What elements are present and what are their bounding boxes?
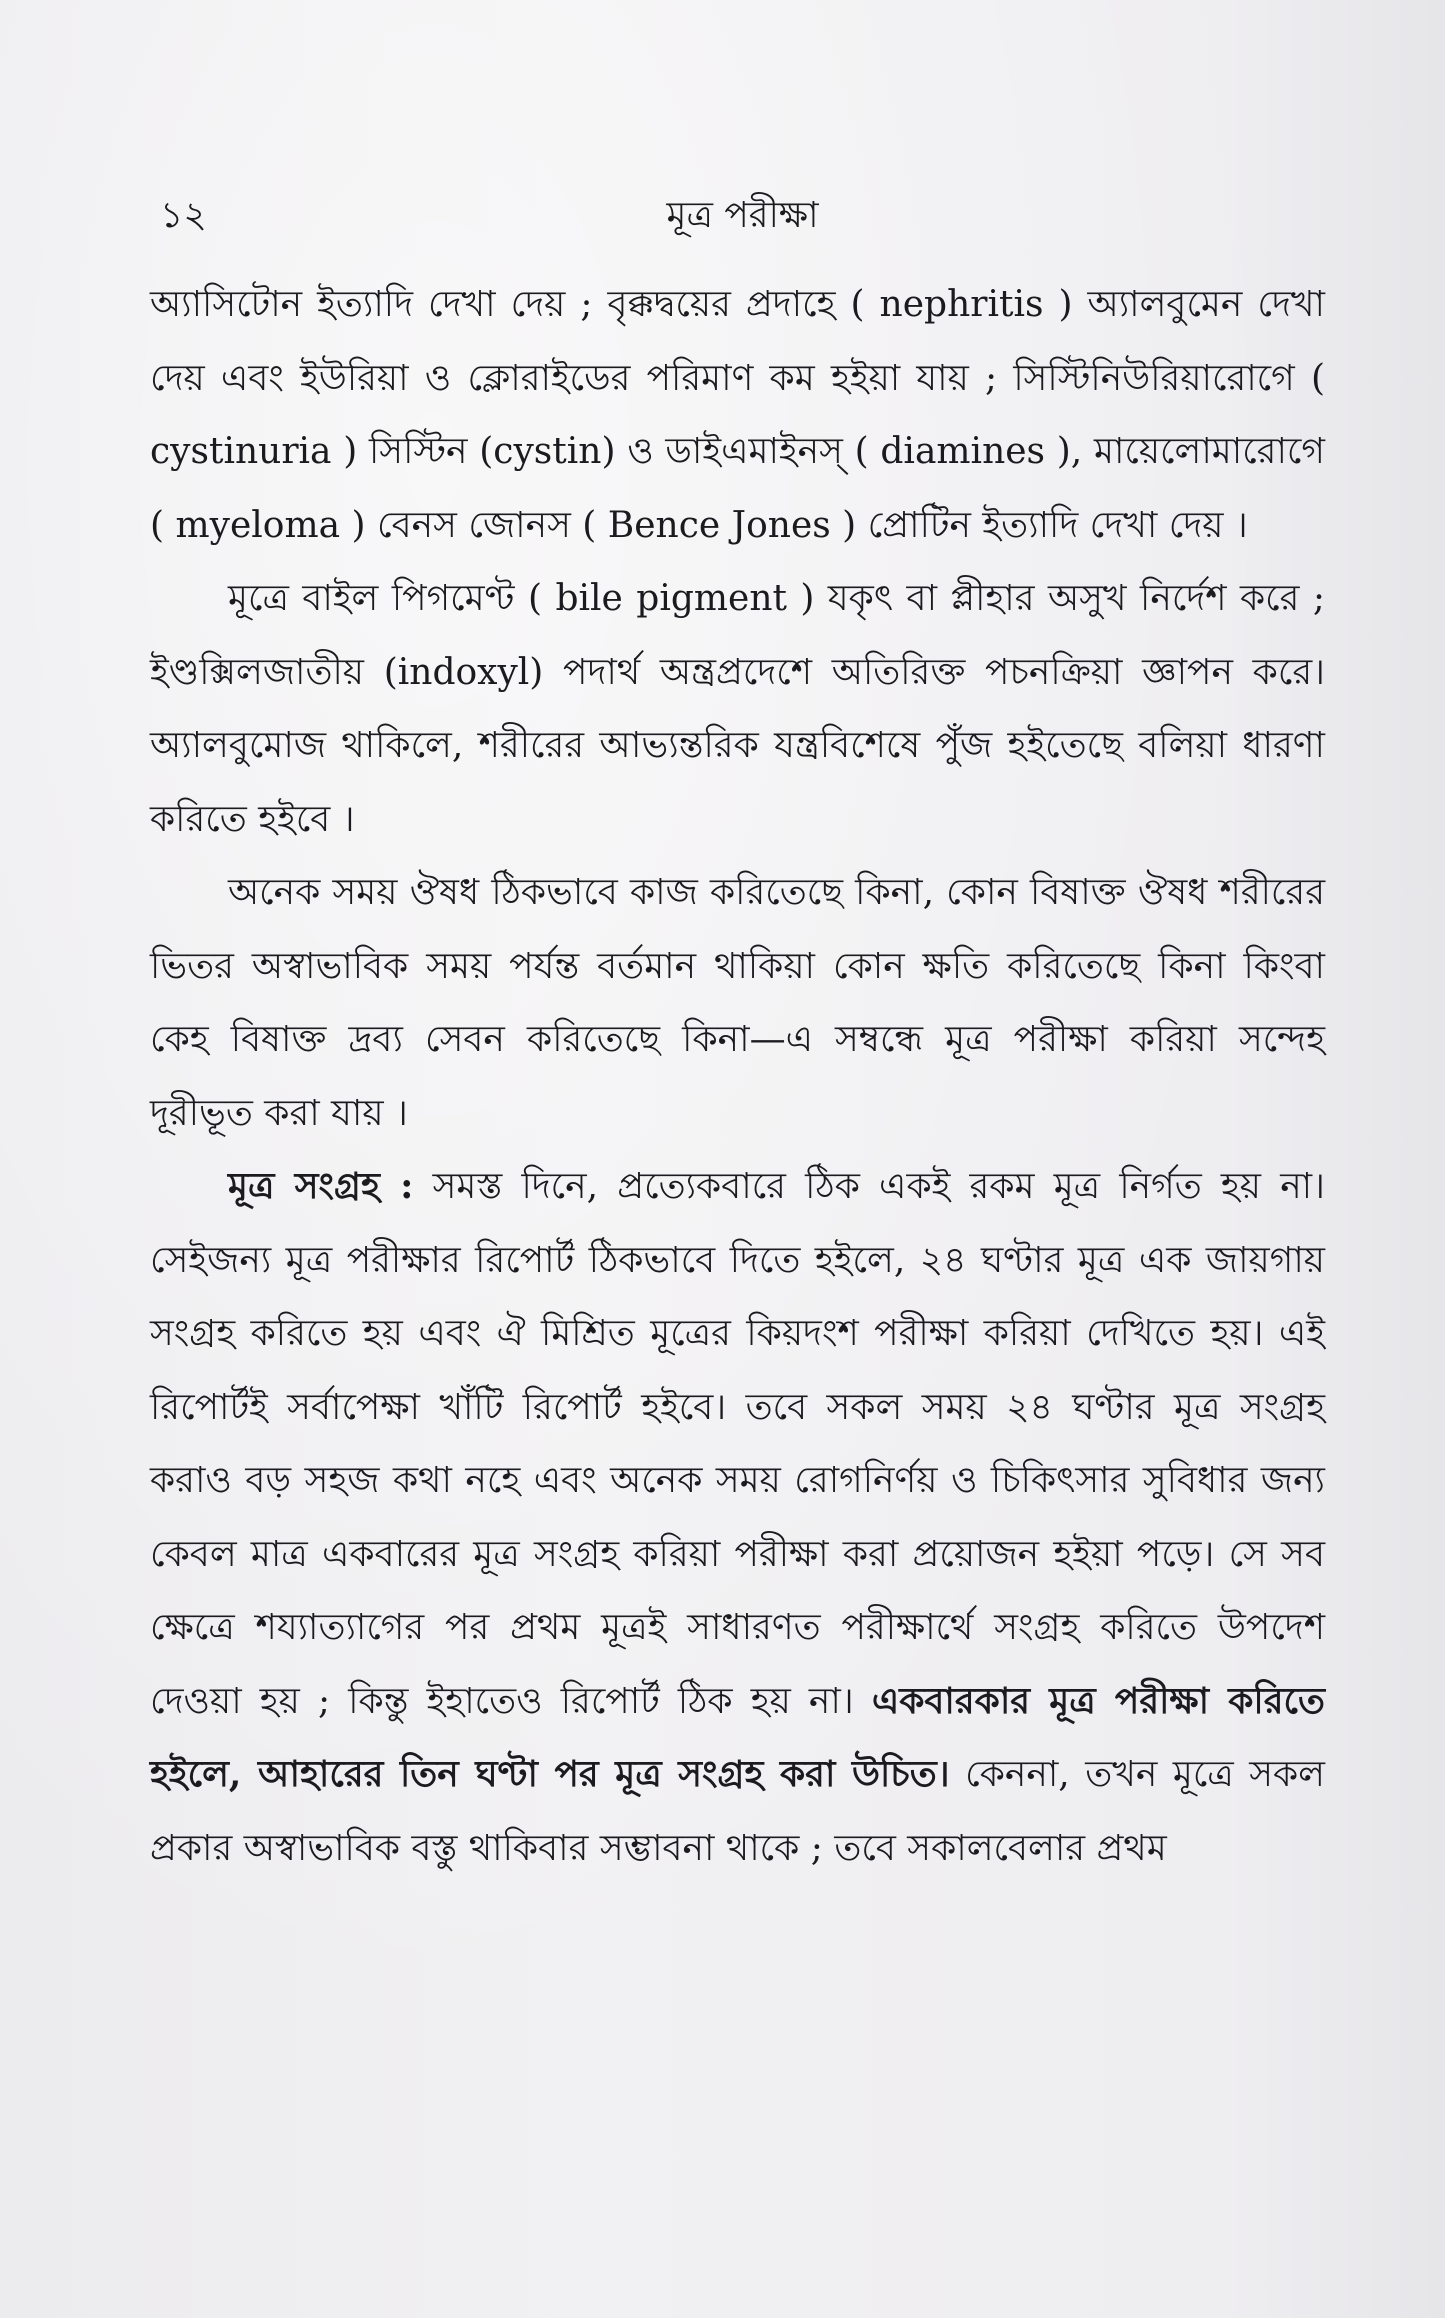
emphasized-text: একবারকার মূত্র পরীক্ষা করিতে হইলে, আহারের তিন ঘণ্টা পর মূত্র সংগ্রহ করা উচিত। (150, 1679, 1325, 1795)
running-title: মূত্র পরীক্ষা (666, 195, 819, 236)
paragraph-4 (150, 1150, 1325, 1885)
page-number: ১২ (160, 195, 207, 236)
section-heading: মূত্র সংগ্রহ : (228, 1165, 414, 1207)
paragraph-1: অ্যাসিটোন ইত্যাদি দেখা দেয় ; বৃক্কদ্বয়ের প্রদাহে ( nephritis ) অ্যালবুমেন দেখা দেয় এবং ইউরিয়া ও ক্লোরাইডের পরিমাণ কম হইয়া যায় ; সিস্টিনিউরিয়ারোগে ( cystinuria ) সিস্টিন (cystin) ও ডাইএমাইনস্ ( diamines ), মায়েলোমারোগে ( myeloma ) বেনস জোনস ( Bence Jones ) প্রোটিন ইত্যাদি দেখা দেয় । (150, 284, 1325, 546)
page-header (160, 192, 1325, 240)
paragraph-4-text: সমস্ত দিনে, প্রত্যেকবারে ঠিক একই রকম মূত্র নির্গত হয় না। সেইজন্য মূত্র পরীক্ষার রিপোর্ট ঠিকভাবে দিতে হইলে, ২৪ ঘণ্টার মূত্র এক জায়গায় সংগ্রহ করিতে হয় এবং ঐ মিশ্রিত মূত্রের কিয়দংশ পরীক্ষা করিয়া দেখিতে হয়। এই রিপোর্টই সর্বাপেক্ষা খাঁটি রিপোর্ট হইবে। তবে সকল সময় ২৪ ঘণ্টার মূত্র সংগ্রহ করাও বড় সহজ কথা নহে এবং অনেক সময় রোগনির্ণয় ও চিকিৎসার সুবিধার জন্য কেবল মাত্র একবারের মূত্র সংগ্রহ করিয়া পরীক্ষা করা প্রয়োজন হইয়া পড়ে। সে সব ক্ষেত্রে শয্যাত্যাগের পর প্রথম মূত্রই সাধারণত পরীক্ষার্থে সংগ্রহ করিতে উপদেশ দেওয়া হয় ; কিন্তু ইহাতেও রিপোর্ট ঠিক হয় না। (150, 1166, 1325, 1722)
paragraph-4-text-after: কেননা, তখন মূত্রে সকল প্রকার অস্বাভাবিক বস্তু থাকিবার সম্ভাবনা থাকে ; তবে সকালবেলার প্রথম (150, 1754, 1325, 1869)
paragraph-3: অনেক সময় ঔষধ ঠিকভাবে কাজ করিতেছে কিনা, কোন বিষাক্ত ঔষধ শরীরের ভিতর অস্বাভাবিক সময় পর্যন্ত বর্তমান থাকিয়া কোন ক্ষতি করিতেছে কিনা কিংবা কেহ বিষাক্ত দ্রব্য সেবন করিতেছে কিনা—এ সম্বন্ধে মূত্র পরীক্ষা করিয়া সন্দেহ দূরীভূত করা যায় । (150, 872, 1325, 1134)
paragraph-2: মূত্রে বাইল পিগমেণ্ট ( bile pigment ) যকৃৎ বা প্লীহার অসুখ নির্দেশ করে ; ইণ্ডক্সিলজাতীয় (indoxyl) পদার্থ অন্ত্রপ্রদেশে অতিরিক্ত পচনক্রিয়া জ্ঞাপন করে। অ্যালবুমোজ থাকিলে, শরীরের আভ্যন্তরিক যন্ত্রবিশেষে পুঁজ হইতেছে বলিয়া ধারণা করিতে হইবে । (150, 578, 1325, 840)
body-text (150, 268, 1325, 2118)
